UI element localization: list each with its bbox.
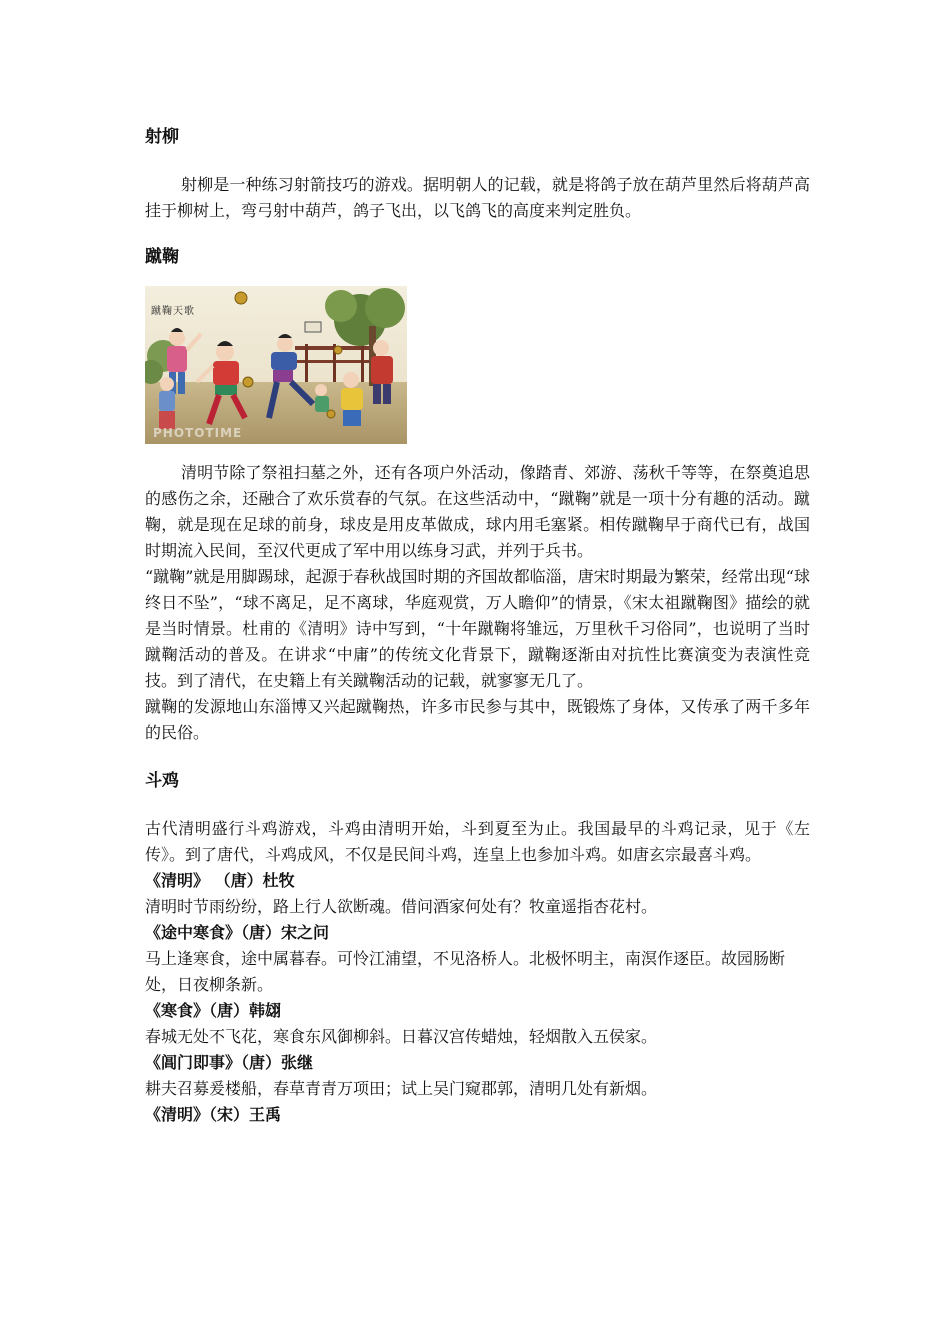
poem-text: 马上逢寒食，途中属暮春。可怜江浦望，不见洛桥人。北极怀明主，南溟作逐臣。故园肠断处，日夜柳条新。 bbox=[145, 949, 786, 994]
section-body-douji: 古代清明盛行斗鸡游戏，斗鸡由清明开始，斗到夏至为止。我国最早的斗鸡记录，见于《左传》。到了唐代，斗鸡成风，不仅是民间斗鸡，连皇上也参加斗鸡。如唐玄宗最喜斗鸡。 bbox=[145, 819, 810, 864]
image-watermark: PHOTOTIME bbox=[153, 426, 243, 440]
poem-text: 春城无处不飞花，寒食东风御柳斜。日暮汉宫传蜡烛，轻烟散入五侯家。 bbox=[145, 1027, 658, 1046]
section-body-cuju-p2: “蹴鞠”就是用脚踢球，起源于春秋战国时期的齐国故都临淄，唐宋时期最为繁荣，经常出现“球终日不坠”，“球不离足，足不离球，华庭观赏，万人瞻仰”的情景，《宋太祖蹴鞠图》描绘的就是当时情景。杜甫的《清明》诗中写到，“十年蹴鞠将雏远，万里秋千习俗同”，也说明了当时蹴鞠活动的普及。在讲求“中庸”的传统文化背景下，蹴鞠逐渐由对抗性比赛演变为表演性竞技。到了清代，在史籍上有关蹴鞠活动的记载，就寥寥无几了。 bbox=[145, 567, 810, 690]
section-title-cuju: 蹴鞠 bbox=[145, 247, 179, 267]
document-page bbox=[145, 124, 810, 1128]
poem-text: 耕夫召募爰楼船，春草青青万项田；试上吴门窥郡郭，清明几处有新烟。 bbox=[145, 1079, 658, 1098]
section-body-cuju-p1: 清明节除了祭祖扫墓之外，还有各项户外活动，像踏青、郊游、荡秋千等等，在祭奠追思的感伤之余，还融合了欢乐赏春的气氛。在这些活动中，“蹴鞠”就是一项十分有趣的活动。蹴鞠，就是现在足球的前身，球皮是用皮革做成，球内用毛塞紧。相传蹴鞠早于商代已有，战国时期流入民间，至汉代更成了军中用以练身习武，并列于兵书。 bbox=[145, 463, 810, 560]
section-body-cuju-p3: 蹴鞠的发源地山东淄博又兴起蹴鞠热，许多市民参与其中，既锻炼了身体，又传承了两千多年的民俗。 bbox=[145, 697, 810, 742]
painting-caption: 蹴鞠天歌 bbox=[151, 306, 195, 317]
poem-list bbox=[145, 868, 810, 1128]
poem-text: 清明时节雨纷纷，路上行人欲断魂。借问酒家何处有？牧童遥指杏花村。 bbox=[145, 897, 658, 916]
section-body-sheliu: 射柳是一种练习射箭技巧的游戏。据明朝人的记载，就是将鸽子放在葫芦里然后将葫芦高挂于柳树上，弯弓射中葫芦，鸽子飞出，以飞鸽飞的高度来判定胜负。 bbox=[145, 175, 810, 220]
section-title-sheliu: 射柳 bbox=[145, 127, 179, 147]
poem-title: 《途中寒食》（唐）宋之问 bbox=[145, 923, 330, 942]
section-title-douji: 斗鸡 bbox=[145, 771, 179, 791]
poem-title: 《清明》（宋）王禹 bbox=[145, 1105, 282, 1124]
poem-title: 《阊门即事》（唐）张继 bbox=[145, 1053, 314, 1072]
cuju-painting-image bbox=[145, 286, 407, 444]
poem-title: 《清明》 （唐）杜牧 bbox=[145, 871, 295, 890]
poem-title: 《寒食》（唐）韩翃 bbox=[145, 1001, 282, 1020]
